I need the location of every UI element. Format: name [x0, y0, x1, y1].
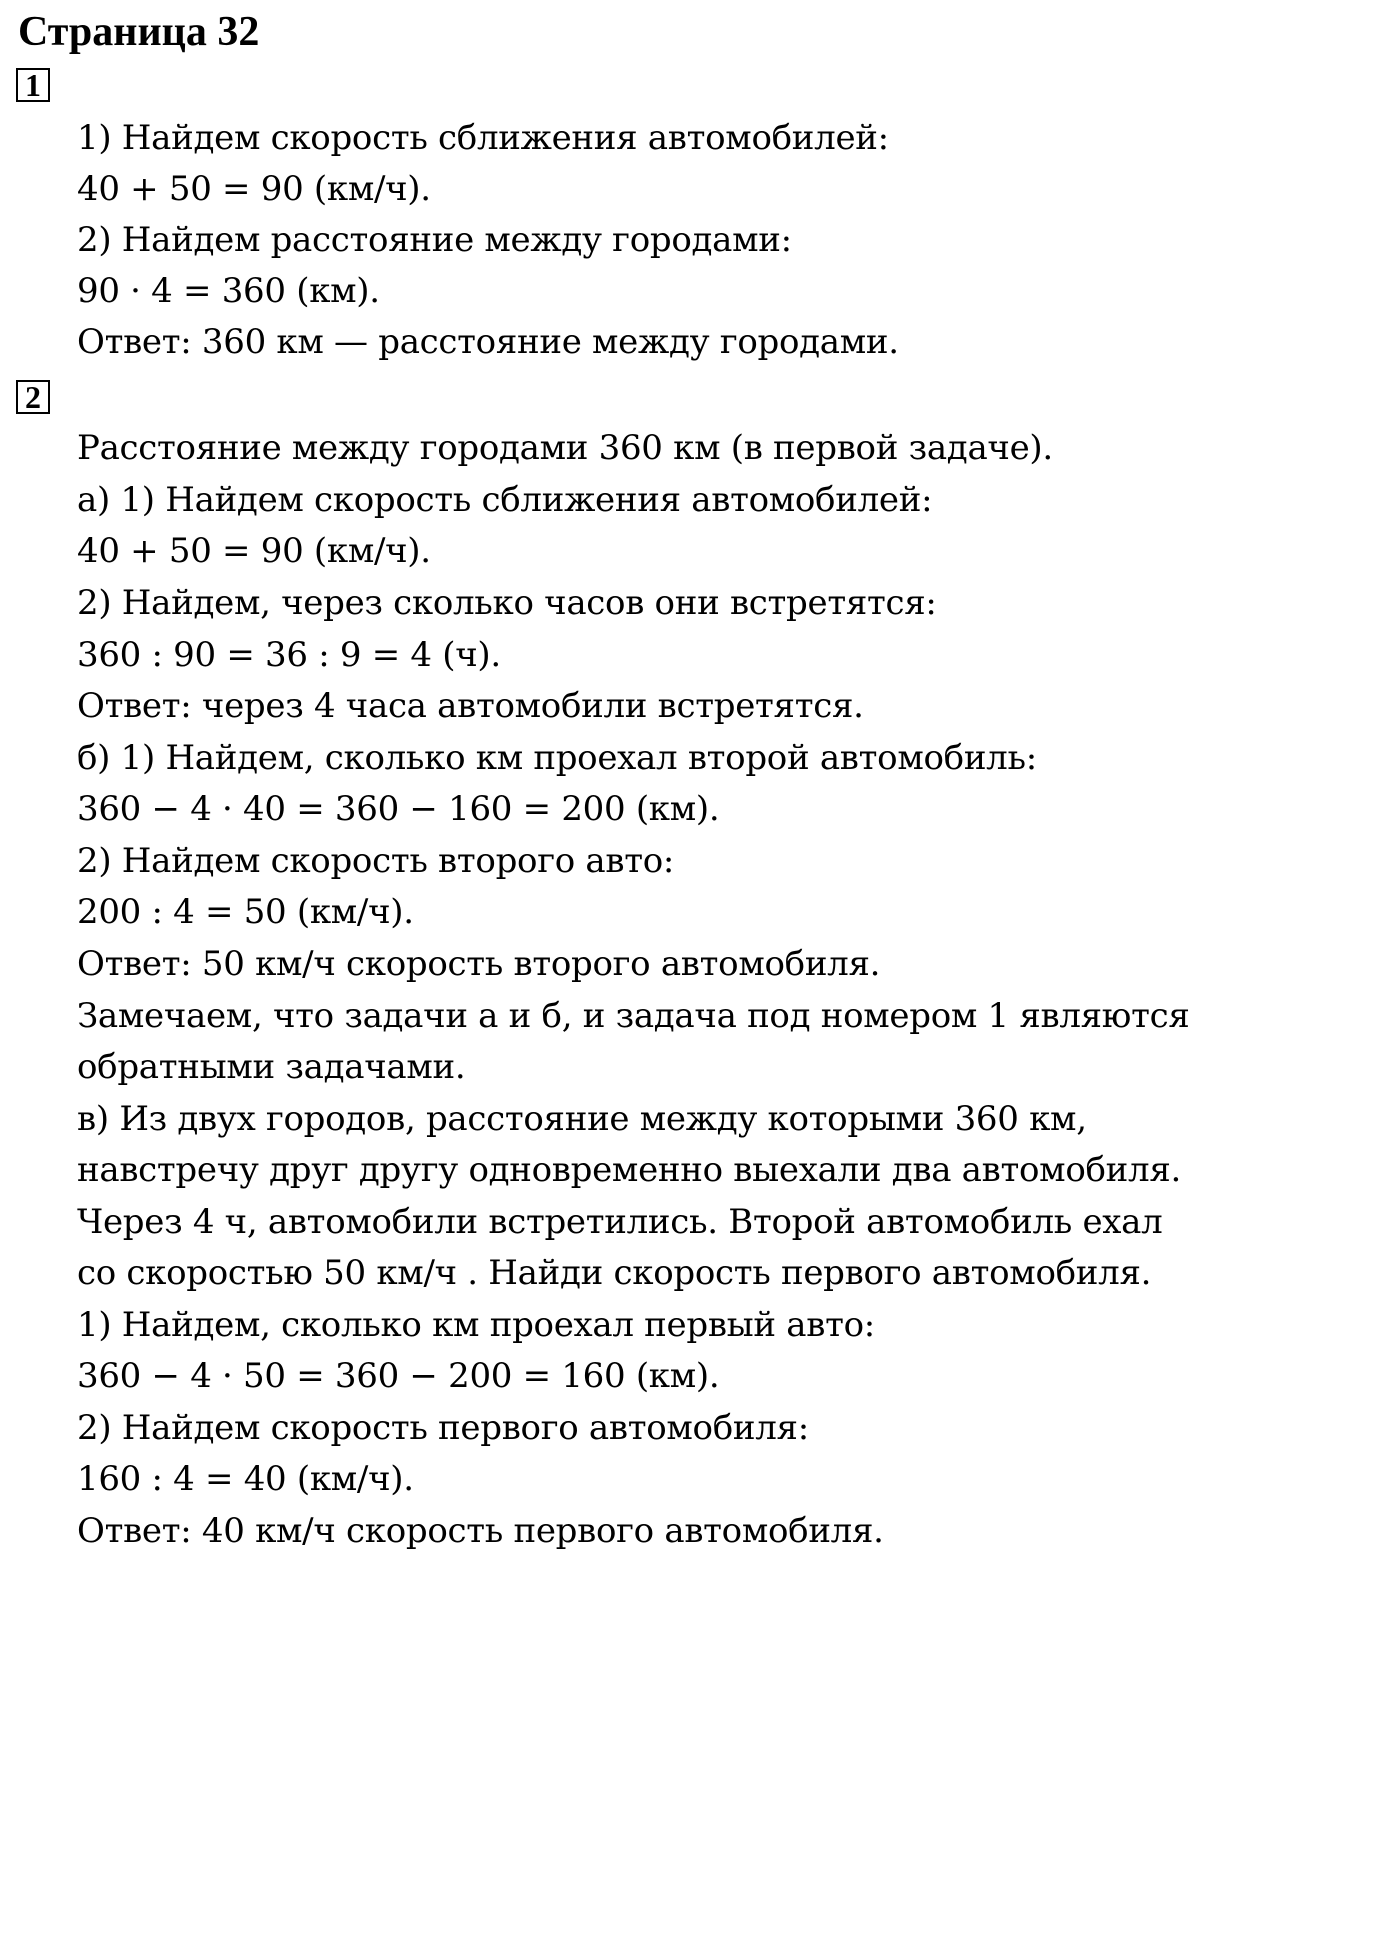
- task-2-line-17: со скоростью 50 км/ч . Найди скорость первого автомобиля.: [77, 1253, 1152, 1293]
- page-title: Страница 32: [18, 9, 260, 55]
- task-2-line-6: Ответ: через 4 часа автомобили встретятся.: [77, 686, 864, 726]
- task-2-line-4: 2) Найдем, через сколько часов они встретятся:: [77, 583, 937, 623]
- task-2-line-3: 40 + 50 = 90 (км/ч).: [77, 531, 431, 571]
- task-1-line-4: 90 · 4 = 360 (км).: [77, 271, 380, 311]
- task-2-line-7: б) 1) Найдем, сколько км проехал второй автомобиль:: [77, 738, 1037, 778]
- task-1-line-5: Ответ: 360 км — расстояние между городами.: [77, 322, 899, 362]
- task-2-line-1: Расстояние между городами 360 км (в первой задаче).: [77, 428, 1053, 468]
- task-1-line-2: 40 + 50 = 90 (км/ч).: [77, 169, 431, 209]
- task-2-line-5: 360 : 90 = 36 : 9 = 4 (ч).: [77, 635, 501, 675]
- task-2-line-22: Ответ: 40 км/ч скорость первого автомобиля.: [77, 1511, 884, 1551]
- task-2-line-21: 160 : 4 = 40 (км/ч).: [77, 1459, 414, 1499]
- task-2-line-12: Замечаем, что задачи а и б, и задача под номером 1 являются: [77, 996, 1190, 1036]
- task-2-line-9: 2) Найдем скорость второго авто:: [77, 841, 675, 881]
- task-2-line-16: Через 4 ч, автомобили встретились. Второй автомобиль ехал: [77, 1202, 1163, 1242]
- task-2-line-15: навстречу друг другу одновременно выехали два автомобиля.: [77, 1150, 1181, 1190]
- task-2-line-11: Ответ: 50 км/ч скорость второго автомобиля.: [77, 944, 881, 984]
- task-2-line-20: 2) Найдем скорость первого автомобиля:: [77, 1408, 809, 1448]
- task-2-line-2: а) 1) Найдем скорость сближения автомобилей:: [77, 480, 933, 520]
- task-2-line-19: 360 − 4 · 50 = 360 − 200 = 160 (км).: [77, 1356, 720, 1396]
- task-number-1: 1: [16, 68, 50, 102]
- task-2-line-10: 200 : 4 = 50 (км/ч).: [77, 892, 414, 932]
- task-2-line-8: 360 − 4 · 40 = 360 − 160 = 200 (км).: [77, 789, 720, 829]
- task-2-line-18: 1) Найдем, сколько км проехал первый авто:: [77, 1305, 875, 1345]
- task-1-line-1: 1) Найдем скорость сближения автомобилей:: [77, 118, 889, 158]
- task-2-line-14: в) Из двух городов, расстояние между которыми 360 км,: [77, 1099, 1087, 1139]
- task-2-line-13: обратными задачами.: [77, 1047, 466, 1087]
- task-number-2: 2: [16, 380, 50, 414]
- task-1-line-3: 2) Найдем расстояние между городами:: [77, 220, 792, 260]
